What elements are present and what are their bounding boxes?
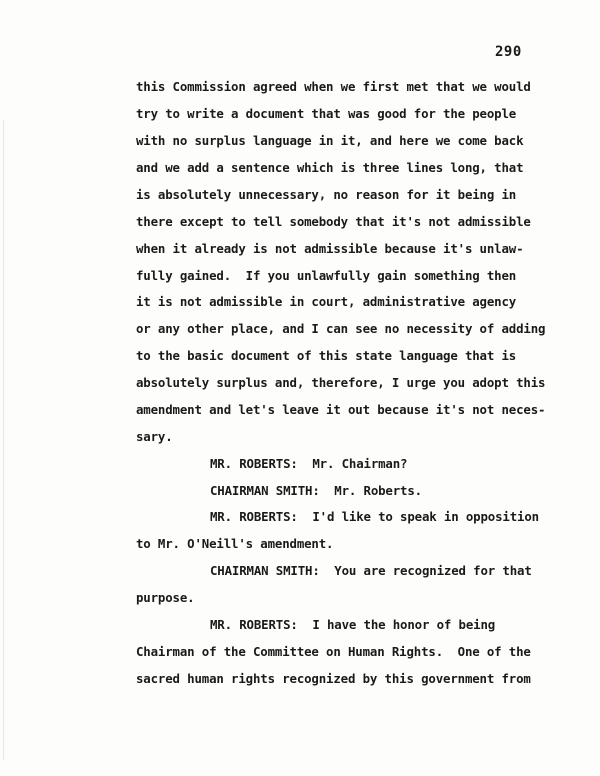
text-line: Chairman of the Committee on Human Rights. One of the: [136, 644, 531, 659]
text-line: this Commission agreed when we first met that we would: [136, 79, 531, 94]
text-line: when it already is not admissible because it's unlaw-: [136, 241, 524, 256]
text-line: with no surplus language in it, and here we come back: [136, 133, 524, 148]
speaker-line: MR. ROBERTS: I'd like to speak in opposition: [210, 509, 539, 524]
text-line: to the basic document of this state language that is: [136, 348, 517, 363]
text-line: try to write a document that was good for the people: [136, 106, 517, 121]
scan-edge-shadow: [3, 120, 4, 760]
text-line: there except to tell somebody that it's not admissible: [136, 214, 531, 229]
text-line: and we add a sentence which is three lines long, that: [136, 160, 524, 175]
speaker-line: CHAIRMAN SMITH: Mr. Roberts.: [210, 483, 422, 498]
text-line: it is not admissible in court, administrative agency: [136, 294, 517, 309]
text-line: sacred human rights recognized by this government from: [136, 671, 531, 686]
text-line: to Mr. O'Neill's amendment.: [136, 536, 334, 551]
speaker-line: MR. ROBERTS: Mr. Chairman?: [210, 456, 408, 471]
speaker-line: MR. ROBERTS: I have the honor of being: [210, 617, 496, 632]
speaker-line: CHAIRMAN SMITH: You are recognized for that: [210, 563, 532, 578]
text-line: absolutely surplus and, therefore, I urge you adopt this: [136, 375, 546, 390]
text-line: fully gained. If you unlawfully gain something then: [136, 268, 517, 283]
text-line: sary.: [136, 429, 173, 444]
text-line: purpose.: [136, 590, 195, 605]
text-line: or any other place, and I can see no necessity of adding: [136, 321, 546, 336]
text-line: is absolutely unnecessary, no reason for it being in: [136, 187, 517, 202]
page-number: 290: [495, 44, 522, 60]
text-line: amendment and let's leave it out because it's not neces-: [136, 402, 546, 417]
